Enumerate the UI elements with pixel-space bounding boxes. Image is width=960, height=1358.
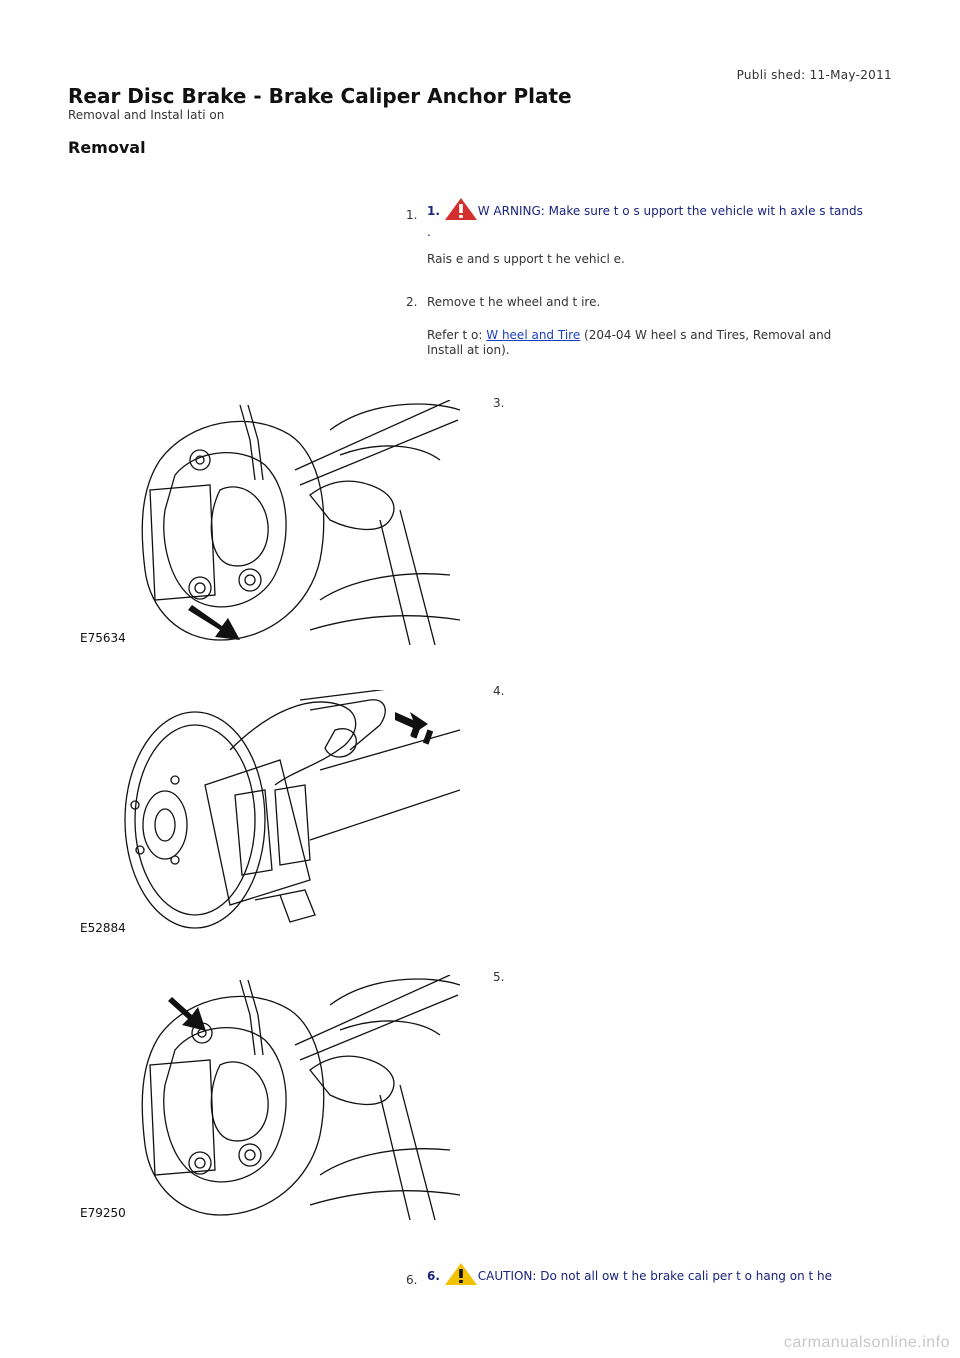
figure-id: E75634 <box>80 631 126 645</box>
watermark: carmanualsonline.info <box>783 1334 950 1351</box>
step-number: 5. <box>493 970 505 984</box>
page-title: Rear Disc Brake - Brake Caliper Anchor Plate <box>68 84 572 108</box>
step-text: Remove t he wheel and t ire. <box>427 295 601 309</box>
step-number: 3. <box>493 396 505 410</box>
page-subtitle: Removal and Instal lati on <box>68 108 225 122</box>
warning-text: W ARNING: Make sure t o s upport the vehicle wit h axle s tands . <box>427 204 863 239</box>
figure-id: E52884 <box>80 921 126 935</box>
caution-text: CAUTION: Do not all ow t he brake cali per t o hang on t he <box>477 1269 833 1283</box>
wheel-and-tire-link[interactable]: W heel and Tire <box>486 328 581 342</box>
figure-caliper-upper-bolt <box>80 975 460 1220</box>
figure-caliper-bolt <box>80 400 460 645</box>
step-1 <box>427 197 867 267</box>
step-bold-number: 1. <box>427 204 440 218</box>
refer-suffix: (204-04 W heel s and Tires, Removal and Install at ion). <box>427 328 832 357</box>
step-text: Rais e and s upport t he vehicl e. <box>427 252 625 266</box>
step-2 <box>427 295 867 358</box>
step-number: 2. <box>406 295 418 309</box>
caution-icon <box>444 1262 478 1290</box>
figure-caliper-removal <box>80 690 460 935</box>
step-bold-number: 6. <box>427 1269 440 1283</box>
step-number: 1. <box>406 208 418 222</box>
refer-prefix: Refer t o: <box>427 328 487 342</box>
refer-line <box>427 328 867 358</box>
step-number: 4. <box>493 684 505 698</box>
figure-id: E79250 <box>80 1206 126 1220</box>
step-6 <box>427 1262 867 1290</box>
warning-icon <box>444 197 478 225</box>
section-heading: Removal <box>68 138 146 157</box>
published-date: Publi shed: 11-May-2011 <box>736 68 892 82</box>
step-number: 6. <box>406 1273 418 1287</box>
